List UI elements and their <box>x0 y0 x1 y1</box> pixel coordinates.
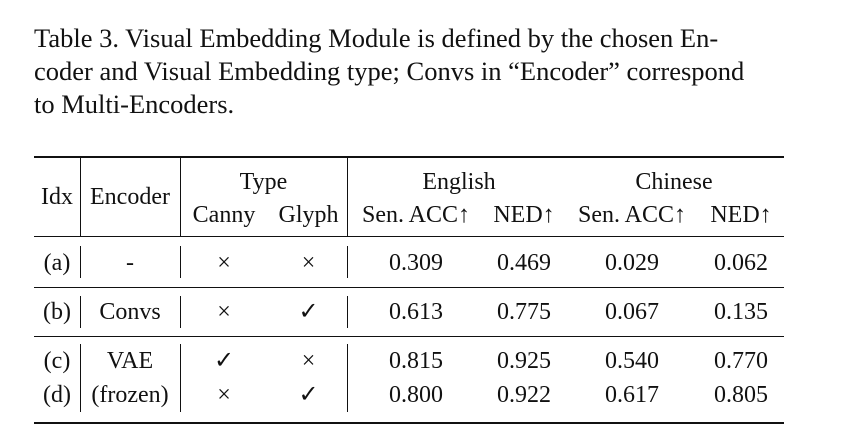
col-divider <box>347 344 348 412</box>
cell-en-ned: 0.469 <box>497 250 551 276</box>
col-divider <box>180 246 181 278</box>
header-type-group: Type <box>239 169 288 195</box>
cell-glyph: ✓ <box>298 382 319 408</box>
cell-en-acc: 0.800 <box>389 382 443 408</box>
cell-idx: (a) <box>43 250 71 276</box>
col-divider <box>180 296 181 328</box>
cell-canny: ✓ <box>213 348 235 374</box>
header-glyph: Glyph <box>278 202 339 228</box>
cell-zh-acc: 0.540 <box>605 348 659 374</box>
cell-glyph: × <box>301 348 316 374</box>
cell-encoder: VAE <box>106 348 154 374</box>
cell-idx: (d) <box>43 382 71 408</box>
header-en-ned: NED↑ <box>493 202 555 228</box>
cell-encoder: (frozen) <box>91 382 169 408</box>
cell-zh-acc: 0.029 <box>605 250 659 276</box>
cell-canny: × <box>217 299 231 325</box>
cell-zh-ned: 0.805 <box>714 382 768 408</box>
cell-glyph: ✓ <box>298 299 319 325</box>
header-chinese-group: Chinese <box>635 169 713 195</box>
header-zh-acc: Sen. ACC↑ <box>577 202 687 228</box>
cell-en-acc: 0.613 <box>389 299 443 325</box>
header-en-acc: Sen. ACC↑ <box>361 202 471 228</box>
row-rule <box>34 336 784 337</box>
cell-zh-ned: 0.135 <box>714 299 768 325</box>
cell-zh-acc: 0.067 <box>605 299 659 325</box>
header-english-group: English <box>422 169 496 195</box>
cell-en-acc: 0.815 <box>389 348 443 374</box>
caption-line: coder and Visual Embedding type; Convs in “Encoder” correspond <box>34 56 745 86</box>
cell-encoder: - <box>126 250 134 276</box>
cell-en-ned: 0.922 <box>497 382 551 408</box>
header-idx: Idx <box>41 184 73 210</box>
cell-idx: (c) <box>43 348 71 374</box>
bottom-rule <box>34 422 784 424</box>
header-rule <box>34 236 784 237</box>
cell-glyph: × <box>301 250 316 276</box>
caption-line: to Multi-Encoders. <box>34 89 235 119</box>
header-encoder: Encoder <box>90 184 170 210</box>
col-divider <box>347 296 348 328</box>
cell-canny: × <box>217 382 231 408</box>
header-zh-ned: NED↑ <box>710 202 772 228</box>
cell-zh-ned: 0.770 <box>714 348 768 374</box>
cell-zh-ned: 0.062 <box>714 250 768 276</box>
cell-canny: × <box>217 250 231 276</box>
cell-idx: (b) <box>43 299 71 325</box>
top-rule <box>34 156 784 158</box>
cell-encoder: Convs <box>99 299 161 325</box>
header-canny: Canny <box>192 202 256 228</box>
cell-en-acc: 0.309 <box>389 250 443 276</box>
table-caption <box>34 22 824 121</box>
cell-en-ned: 0.775 <box>497 299 551 325</box>
col-divider <box>347 246 348 278</box>
caption-line: Table 3. Visual Embedding Module is defined by the chosen En- <box>34 23 719 53</box>
col-divider <box>347 158 348 236</box>
cell-zh-acc: 0.617 <box>605 382 659 408</box>
col-divider <box>180 344 181 412</box>
cell-en-ned: 0.925 <box>497 348 551 374</box>
row-rule <box>34 287 784 288</box>
